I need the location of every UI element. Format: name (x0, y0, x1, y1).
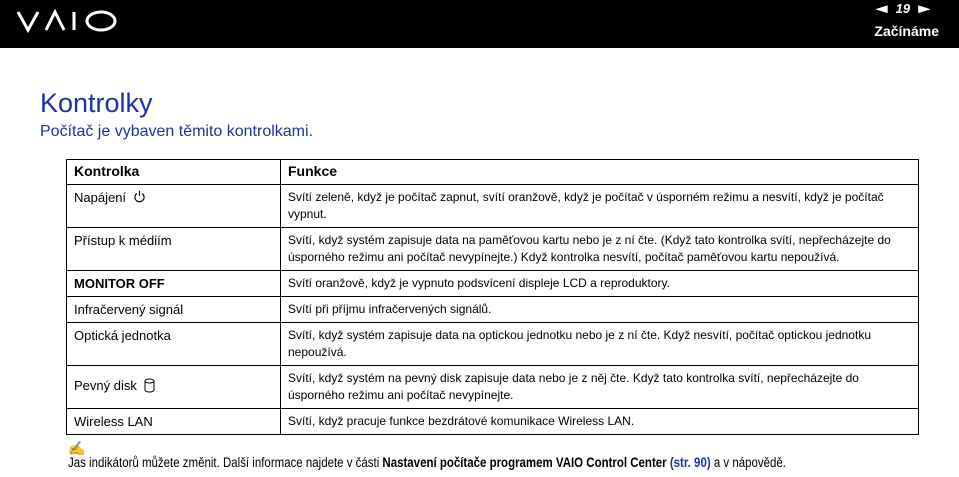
table-header-row (67, 160, 919, 185)
indicator-name-cell (67, 323, 281, 366)
header-bar (0, 0, 959, 48)
indicator-desc: Svítí zeleně, když je počítač zapnut, svítí oranžově, když je počítač v úsporném režimu a nesvítí, když je počítač vypnut. (281, 185, 919, 228)
indicator-name: Optická jednotka (74, 328, 171, 343)
table-row (67, 409, 919, 435)
indicator-desc: Svítí při příjmu infračervených signálů. (281, 297, 919, 323)
indicator-desc: Svítí, když systém na pevný disk zapisuje data nebo je z něj čte. Když tato kontrolka svítí, nepřecházejte do úsporného režimu ani počítač nevypínejte. (281, 366, 919, 409)
power-icon (133, 190, 146, 207)
note-text-part: Jas indikátorů můžete změnit. Další informace najdete v části (68, 455, 383, 470)
indicator-desc: Svítí, když pracuje funkce bezdrátové komunikace Wireless LAN. (281, 409, 919, 435)
note-text (68, 455, 786, 470)
indicator-name: Napájení (74, 190, 127, 205)
indicator-desc: Svítí, když systém zapisuje data na paměťovou kartu nebo je z ní čte. (Když tato kontrolka svítí, nepřecházejte do úsporného režimu ani počítač nevypínejte.) Když kontrolka nesvítí, počítač paměťovou kartu nepoužívá. (281, 228, 919, 271)
indicator-name: Infračervený signál (74, 302, 184, 317)
arrow-left-icon[interactable]: ◄ (870, 1, 892, 16)
page-number: 19 (895, 1, 911, 16)
column-header-function: Funkce (281, 160, 919, 185)
indicator-name-cell (67, 297, 281, 323)
table-row (67, 228, 919, 271)
page-title: Kontrolky (40, 88, 153, 118)
note-text-end: a v nápovědě. (710, 455, 786, 470)
indicator-name-cell (67, 228, 281, 271)
indicator-name: Pevný disk (74, 378, 137, 394)
indicator-table (66, 159, 919, 435)
indicator-name: Wireless LAN (74, 414, 153, 429)
indicator-name: Přístup k médiím (74, 233, 172, 248)
indicator-name-cell (67, 185, 281, 228)
indicator-name: MONITOR OFF (74, 276, 165, 291)
page-navigation (867, 1, 939, 16)
indicator-name-cell (67, 409, 281, 435)
indicator-name-cell (67, 366, 281, 409)
page-subtitle: Počítač je vybaven těmito kontrolkami. (40, 123, 314, 140)
arrow-right-icon[interactable]: ► (914, 1, 935, 16)
vaio-logo (16, 8, 120, 39)
indicator-desc: Svítí, když systém zapisuje data na optickou jednotku nebo je z ní čte. Když nesvítí, počítač optickou jednotku nepoužívá. (281, 323, 919, 366)
page-reference-link[interactable]: (str. 90) (669, 455, 711, 470)
section-title: Začínáme (874, 23, 939, 39)
hard-disk-icon (144, 378, 155, 397)
table-row (67, 271, 919, 297)
note-bold-reference: Nastavení počítače programem VAIO Control Center (382, 455, 667, 470)
table-row (67, 185, 919, 228)
table-row (67, 323, 919, 366)
indicator-name-cell (67, 271, 281, 297)
indicator-desc: Svítí oranžově, když je vypnuto podsvícení displeje LCD a reproduktory. (281, 271, 919, 297)
pencil-note-icon: ✍ (68, 440, 86, 456)
table-row (67, 366, 919, 409)
table-row (67, 297, 919, 323)
column-header-indicator: Kontrolka (67, 160, 281, 185)
